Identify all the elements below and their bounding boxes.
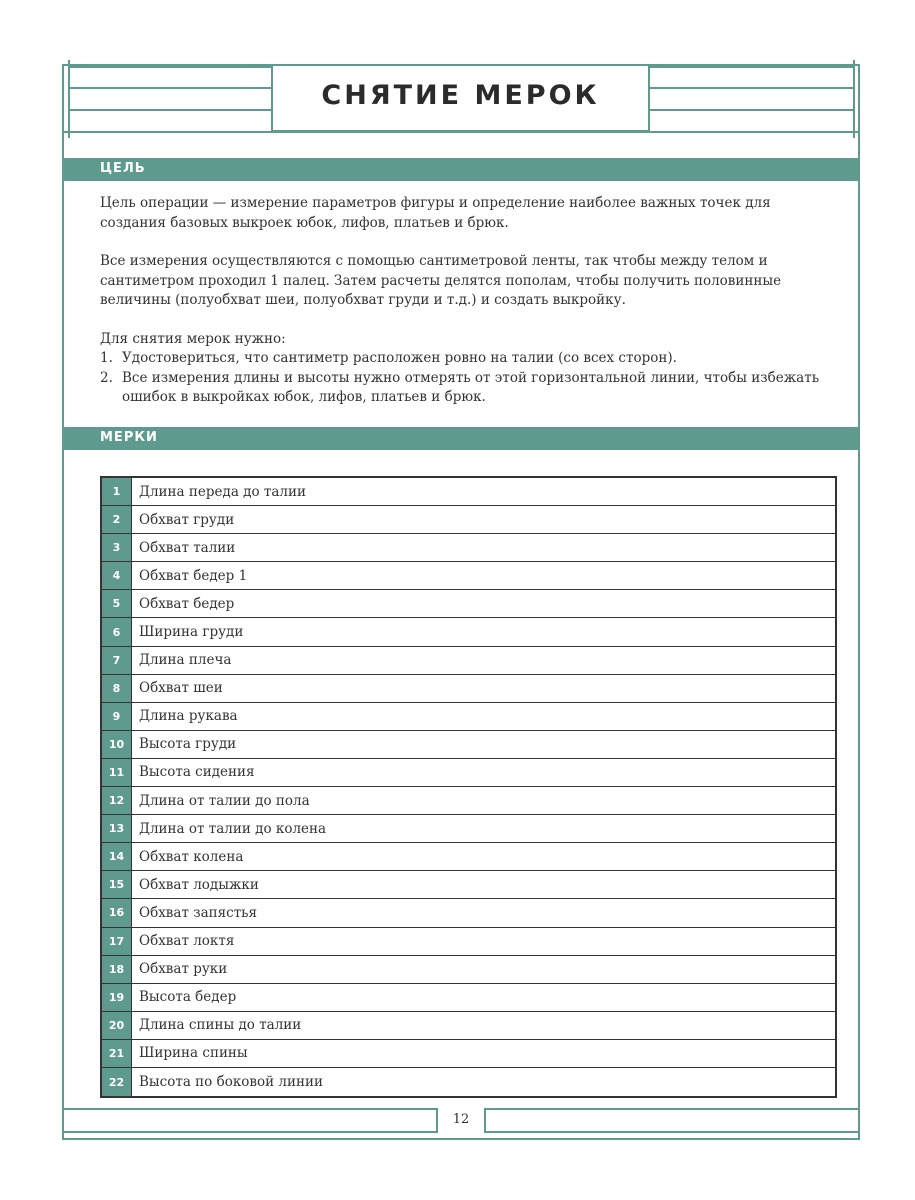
measurement-name: Высота по боковой линии bbox=[139, 1074, 323, 1091]
measurement-number: 21 bbox=[102, 1040, 132, 1067]
measurement-name: Ширина груди bbox=[139, 624, 244, 641]
table-row bbox=[102, 871, 835, 899]
measurement-name: Обхват колена bbox=[139, 848, 244, 865]
measurement-number: 4 bbox=[102, 562, 132, 589]
measurement-name: Длина рукава bbox=[139, 708, 238, 725]
measurement-name: Длина от талии до колена bbox=[139, 820, 327, 837]
measurement-number: 15 bbox=[102, 871, 132, 898]
section-bar-measures bbox=[62, 427, 860, 450]
table-row bbox=[102, 1012, 835, 1040]
table-row bbox=[102, 731, 835, 759]
header-rules-left bbox=[68, 66, 272, 132]
measurement-name: Длина спины до талии bbox=[139, 1017, 302, 1034]
goal-paragraph-1: Цель операции — измерение параметров фигуры и определение наиболее важных точек для создания базовых выкроек юбок, лифов, платьев и брюк. bbox=[100, 195, 771, 231]
table-row bbox=[102, 675, 835, 703]
measurement-name: Ширина спины bbox=[139, 1045, 248, 1062]
measurement-number: 17 bbox=[102, 928, 132, 955]
goal-paragraph-2: Все измерения осуществляются с помощью сантиметровой ленты, так чтобы между телом и сантиметром проходил 1 палец. Затем расчеты делятся пополам, чтобы получить половинные величины (полуобхват шеи, полуобхват груди и т.д.) и создать выкройку. bbox=[100, 253, 782, 308]
list-item bbox=[100, 349, 825, 369]
page-title: СНЯТИЕ МЕРОК bbox=[321, 80, 600, 111]
measurement-number: 18 bbox=[102, 956, 132, 983]
measurement-number: 14 bbox=[102, 843, 132, 870]
section-title-measures: МЕРКИ bbox=[100, 430, 158, 445]
table-row bbox=[102, 787, 835, 815]
measurement-number: 16 bbox=[102, 899, 132, 926]
measurement-name: Длина переда до талии bbox=[139, 483, 306, 500]
table-row bbox=[102, 928, 835, 956]
table-row bbox=[102, 956, 835, 984]
list-intro: Для снятия мерок нужно: bbox=[100, 330, 286, 347]
goal-content bbox=[100, 194, 825, 408]
measurement-name: Обхват бедер 1 bbox=[139, 567, 248, 584]
measurement-name: Высота бедер bbox=[139, 989, 237, 1006]
table-row bbox=[102, 759, 835, 787]
measurement-number: 19 bbox=[102, 984, 132, 1011]
list-item-text: Удостовериться, что сантиметр расположен ровно на талии (со всех сторон). bbox=[122, 350, 677, 366]
measurement-number: 12 bbox=[102, 787, 132, 814]
page-header bbox=[0, 0, 915, 140]
measurement-number: 10 bbox=[102, 731, 132, 758]
measurement-number: 1 bbox=[102, 478, 132, 505]
measurement-name: Длина плеча bbox=[139, 652, 232, 669]
header-rules-right bbox=[649, 66, 855, 132]
section-title-goal: ЦЕЛЬ bbox=[100, 161, 146, 176]
measurement-number: 7 bbox=[102, 647, 132, 674]
table-row bbox=[102, 478, 835, 506]
measurement-name: Длина от талии до пола bbox=[139, 792, 310, 809]
measurement-name: Высота груди bbox=[139, 736, 237, 753]
measurement-name: Обхват запястья bbox=[139, 904, 258, 921]
table-row bbox=[102, 815, 835, 843]
measurement-number: 6 bbox=[102, 618, 132, 645]
measurement-name: Высота сидения bbox=[139, 764, 255, 781]
table-row bbox=[102, 647, 835, 675]
table-row bbox=[102, 703, 835, 731]
header-divider bbox=[62, 131, 860, 133]
table-row bbox=[102, 506, 835, 534]
measurement-number: 3 bbox=[102, 534, 132, 561]
measurement-name: Обхват руки bbox=[139, 961, 228, 978]
table-row bbox=[102, 534, 835, 562]
table-row bbox=[102, 1040, 835, 1068]
measurement-number: 2 bbox=[102, 506, 132, 533]
measurement-number: 11 bbox=[102, 759, 132, 786]
table-row bbox=[102, 590, 835, 618]
title-box bbox=[271, 66, 650, 132]
measurement-number: 13 bbox=[102, 815, 132, 842]
measurements-table bbox=[100, 476, 837, 1098]
measurement-number: 20 bbox=[102, 1012, 132, 1039]
measurement-name: Обхват груди bbox=[139, 511, 235, 528]
measurement-name: Обхват локтя bbox=[139, 933, 235, 950]
table-row bbox=[102, 1068, 835, 1096]
measurement-name: Обхват талии bbox=[139, 539, 236, 556]
measurement-number: 22 bbox=[102, 1068, 132, 1096]
page-number: 12 bbox=[452, 1112, 470, 1127]
table-row bbox=[102, 899, 835, 927]
measurement-number: 8 bbox=[102, 675, 132, 702]
measurement-number: 5 bbox=[102, 590, 132, 617]
table-row bbox=[102, 984, 835, 1012]
table-row bbox=[102, 843, 835, 871]
measurement-name: Обхват шеи bbox=[139, 680, 223, 697]
measurement-name: Обхват лодыжки bbox=[139, 876, 259, 893]
list-item bbox=[100, 369, 825, 408]
table-row bbox=[102, 618, 835, 646]
section-bar-goal bbox=[62, 158, 860, 181]
list-item-number: 2. bbox=[100, 369, 113, 386]
measurement-number: 9 bbox=[102, 703, 132, 730]
table-row bbox=[102, 562, 835, 590]
list-item-number: 1. bbox=[100, 350, 113, 366]
measurement-name: Обхват бедер bbox=[139, 595, 235, 612]
list-item-text: Все измерения длины и высоты нужно отмерять от этой горизонтальной линии, чтобы избежать ошибок в выкройках юбок, лифов, платьев и брюк. bbox=[122, 369, 820, 405]
page-number-box bbox=[436, 1108, 486, 1133]
